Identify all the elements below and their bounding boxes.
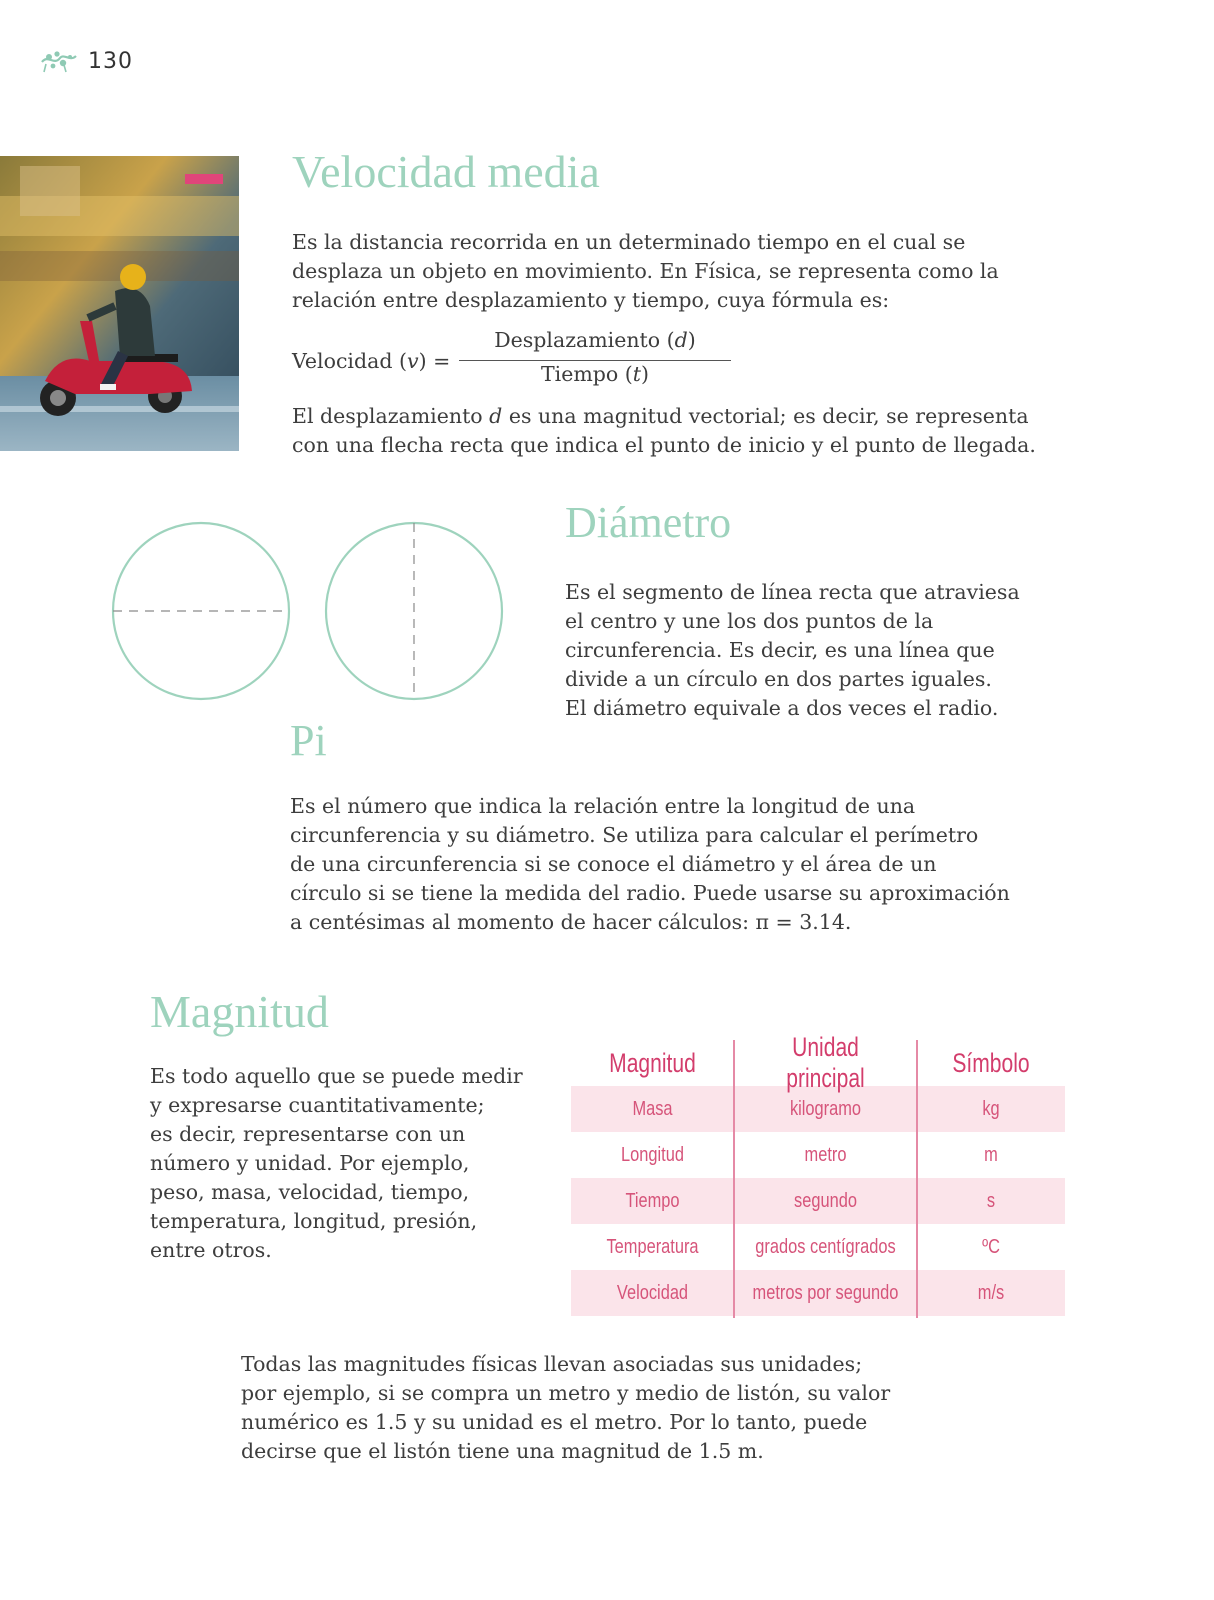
table-cell: kg (982, 1097, 1000, 1120)
formula-lhs (292, 347, 450, 376)
numerator-end: ) (687, 328, 696, 352)
text-line: y expresarse cuantitativamente; (150, 1093, 485, 1117)
text-line: el centro y une los dos puntos de la (565, 609, 934, 633)
formula-numerator (459, 326, 731, 355)
table-row (571, 1132, 1065, 1178)
numerator-var: d (674, 328, 688, 352)
formula-denominator (459, 360, 731, 389)
diametro-paragraph (565, 578, 1020, 723)
text-line: Es el segmento de línea recta que atraviesa (565, 580, 1020, 604)
table-header-cell: Unidad principal (786, 1032, 865, 1093)
text-line: círculo si se tiene la medida del radio. Puede usarse su aproximación (290, 881, 1010, 905)
text-line: desplaza un objeto en movimiento. En Física, se representa como la (292, 259, 999, 283)
table-row (571, 1178, 1065, 1224)
text-line: entre otros. (150, 1238, 272, 1262)
velocidad-paragraph-2 (292, 402, 1036, 460)
text-line: El diámetro equivale a dos veces el radio. (565, 696, 999, 720)
table-cell: m (984, 1143, 998, 1166)
table-cell: s (986, 1189, 996, 1212)
magnitud-paragraph (150, 1062, 523, 1265)
table-cell: Velocidad (616, 1281, 689, 1304)
text-line: es decir, representarse con un (150, 1122, 466, 1146)
text-line: circunferencia. Es decir, es una línea que (565, 638, 995, 662)
table-cell: m/s (977, 1281, 1005, 1304)
text-line: por ejemplo, si se compra un metro y medio de listón, su valor (241, 1381, 891, 1405)
velocidad-paragraph-1 (292, 228, 999, 315)
text-line: Es el número que indica la relación entre la longitud de una (290, 794, 916, 818)
pi-paragraph (290, 792, 1010, 937)
table-header-cell: Símbolo (952, 1047, 1030, 1078)
text-fragment: El desplazamiento (292, 404, 490, 428)
text-line: de una circunferencia si se conoce el diámetro y el área de un (290, 852, 937, 876)
text-fragment: es una magnitud vectorial; es decir, se representa (502, 404, 1029, 428)
text-line: con una flecha recta que indica el punto de inicio y el punto de llegada. (292, 433, 1036, 457)
table-row (571, 1224, 1065, 1270)
text-line (292, 402, 1036, 431)
text-line: relación entre desplazamiento y tiempo, cuya fórmula es: (292, 288, 890, 312)
table-cell: Longitud (621, 1143, 684, 1166)
text-line: decirse que el listón tiene una magnitud de 1.5 m. (241, 1439, 764, 1463)
diameter-circles-figure (108, 520, 508, 702)
table-column-divider (916, 1040, 918, 1318)
text-line: temperatura, longitud, presión, (150, 1209, 478, 1233)
text-line: a centésimas al momento de hacer cálculos: π = 3.14. (290, 910, 852, 934)
table-cell: ºC (982, 1235, 1000, 1258)
circle-vertical-diameter (326, 523, 502, 699)
velocity-formula (292, 330, 742, 394)
page-number: 130 (88, 48, 133, 74)
text-line: número y unidad. Por ejemplo, (150, 1151, 470, 1175)
table-column-divider (733, 1040, 735, 1318)
table-header-row (571, 1032, 1065, 1093)
table-header-cell: Magnitud (609, 1047, 696, 1078)
table-cell: segundo (794, 1189, 857, 1212)
table-row (571, 1270, 1065, 1316)
magnitudes-table (571, 1032, 1065, 1316)
formula-lhs-end: ) = (418, 349, 451, 373)
text-line: divide a un círculo en dos partes iguales. (565, 667, 992, 691)
section-title-magnitud: Magnitud (150, 986, 329, 1037)
page-header (40, 48, 133, 74)
denominator-end: ) (641, 362, 650, 386)
decorative-vine-icon (40, 48, 78, 74)
text-line: Es la distancia recorrida en un determinado tiempo en el cual se (292, 230, 966, 254)
denominator-var: t (632, 362, 642, 386)
circle-horizontal-diameter (113, 523, 289, 699)
denominator-text: Tiempo ( (540, 362, 633, 386)
table-cell: grados centígrados (755, 1235, 896, 1258)
closing-paragraph (241, 1350, 890, 1466)
text-line: circunferencia y su diámetro. Se utiliza para calcular el perímetro (290, 823, 979, 847)
table-cell: Temperatura (606, 1235, 699, 1258)
section-title-diametro: Diámetro (565, 498, 732, 547)
section-title-pi: Pi (290, 716, 327, 765)
numerator-text: Desplazamiento ( (494, 328, 675, 352)
text-line: Es todo aquello que se puede medir (150, 1064, 523, 1088)
text-line: Todas las magnitudes físicas llevan asociadas sus unidades; (241, 1352, 863, 1376)
table-cell: kilogramo (789, 1097, 862, 1120)
table-cell: Masa (632, 1097, 673, 1120)
formula-lhs-text: Velocidad ( (292, 349, 407, 373)
formula-lhs-var: v (406, 349, 419, 373)
scooter-photo (0, 156, 239, 451)
variable-d: d (489, 404, 503, 428)
section-title-velocidad: Velocidad media (292, 146, 600, 197)
table-cell: metros por segundo (752, 1281, 899, 1304)
table-cell: metro (804, 1143, 847, 1166)
text-line: peso, masa, velocidad, tiempo, (150, 1180, 470, 1204)
text-line: numérico es 1.5 y su unidad es el metro. Por lo tanto, puede (241, 1410, 868, 1434)
table-cell: Tiempo (625, 1189, 680, 1212)
